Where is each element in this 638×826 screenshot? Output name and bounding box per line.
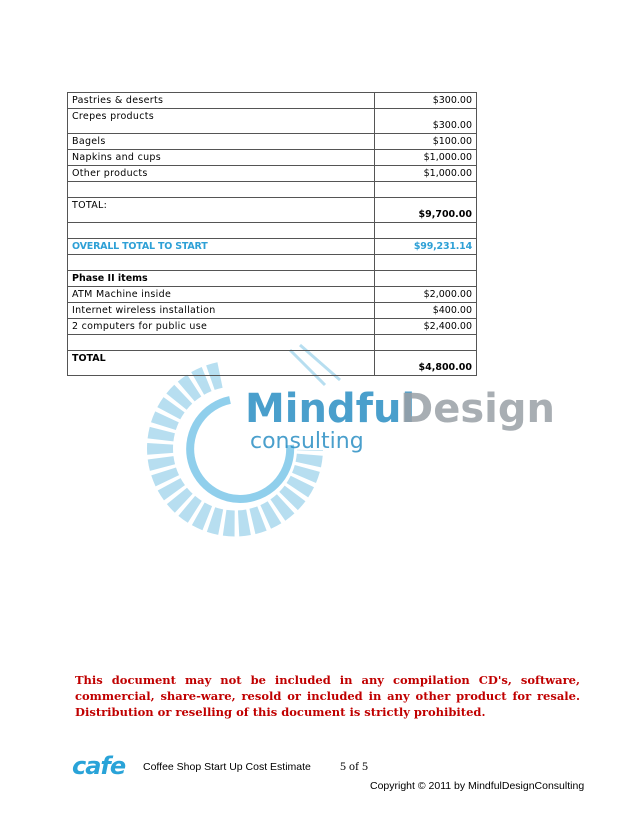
item-amount: $300.00	[375, 93, 477, 109]
item-amount: $1,000.00	[375, 166, 477, 182]
item-amount: $2,400.00	[375, 319, 477, 335]
empty-row	[68, 223, 477, 239]
watermark-word-consulting: consulting	[250, 429, 364, 454]
overall-total-amount: $99,231.14	[375, 239, 477, 255]
empty-row	[68, 255, 477, 271]
item-label: Bagels	[68, 134, 375, 150]
page-number: 5 of 5	[340, 759, 368, 773]
table-row	[68, 166, 477, 182]
item-amount: $1,000.00	[375, 150, 477, 166]
total-label: TOTAL:	[68, 198, 375, 223]
phase2-total-row	[68, 351, 477, 376]
item-label: Napkins and cups	[68, 150, 375, 166]
watermark-word-design: Design	[400, 386, 555, 432]
phase2-heading: Phase II items	[68, 271, 375, 287]
total-amount: $9,700.00	[375, 198, 477, 223]
watermark-word-mindful: Mindful	[245, 386, 416, 432]
table-row	[68, 134, 477, 150]
item-amount: $2,000.00	[375, 287, 477, 303]
table-row	[68, 287, 477, 303]
item-label: Pastries & deserts	[68, 93, 375, 109]
footer-document-title: Coffee Shop Start Up Cost Estimate	[143, 761, 311, 773]
phase2-heading-row	[68, 271, 477, 287]
copyright-notice: This document may not be included in any compilation CD's, software, commercial, share-ware, resold or included in any other product for resale. Distribution or reselling of this document is strictly prohibited.	[75, 673, 580, 719]
table-row	[68, 303, 477, 319]
item-label: Crepes products	[68, 109, 375, 134]
item-label: ATM Machine inside	[68, 287, 375, 303]
item-amount: $400.00	[375, 303, 477, 319]
empty-row	[68, 335, 477, 351]
overall-total-row	[68, 239, 477, 255]
item-amount: $100.00	[375, 134, 477, 150]
phase2-total-label: TOTAL	[68, 351, 375, 376]
phase2-total-amount: $4,800.00	[375, 351, 477, 376]
item-label: Other products	[68, 166, 375, 182]
table-row	[68, 150, 477, 166]
table-row	[68, 109, 477, 134]
cafe-logo: cafe	[72, 752, 126, 780]
total-row	[68, 198, 477, 223]
item-label: Internet wireless installation	[68, 303, 375, 319]
empty-row	[68, 182, 477, 198]
item-amount: $300.00	[375, 109, 477, 134]
table-row	[68, 93, 477, 109]
footer-copyright: Copyright © 2011 by MindfulDesignConsulting	[370, 780, 585, 792]
overall-total-label: OVERALL TOTAL TO START	[68, 239, 375, 255]
cost-table	[67, 92, 477, 376]
item-label: 2 computers for public use	[68, 319, 375, 335]
table-row	[68, 319, 477, 335]
